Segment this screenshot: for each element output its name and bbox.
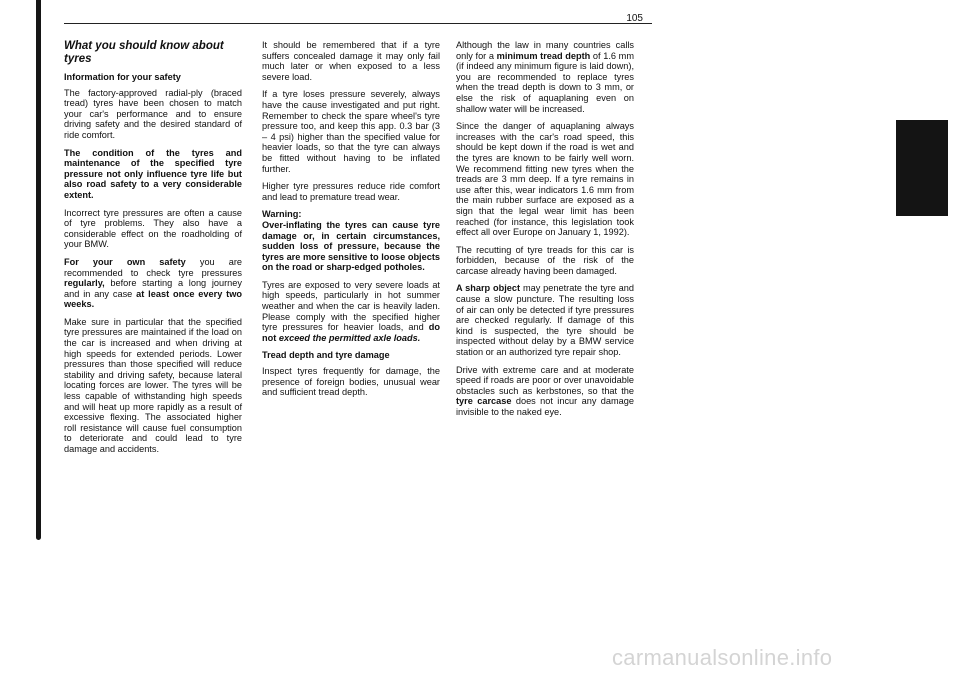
- footer-watermark: carmanualsonline.info: [612, 645, 833, 670]
- paragraph-concealed-damage: It should be remembered that if a tyre suffers concealed damage it may only fail much later or when exposed to a less severe load.: [262, 40, 440, 82]
- paragraph-aquaplaning: Since the danger of aquaplaning always increases with the car's road speed, this should be kept down if the road is wet and the tyres are known to be fairly well worn. We recommend fitting new tyres when the treads are 3 mm deep. If a tyre remains in use after this, wear indicators 1.6 mm from the main rubber surface are exposed as a sign that the legal wear limit has been reached (for instance, this legislation took effect all over Europe on January 1, 1992).: [456, 121, 634, 238]
- paragraph-min-tread-depth: Although the law in many countries calls only for a minimum tread depth of 1.6 mm (if indeed any minimum figure is laid down), you are recommended to replace tyres when the tread depth is down to 3 mm, or else the risk of aquaplaning even on shallow water will be increased.: [456, 40, 634, 114]
- paragraph-load-speed: Make sure in particular that the specified tyre pressures are maintained if the load on the car is increased and when driving at high speeds for extended periods. Lower pressures than those specified will reduce stability and driving safety, because lateral locating forces are lower. The tyres will be less capable of withstanding high speeds and will heat up more rapidly as a result of excessive flexing. The associated higher roll resistance will cause fuel consumption to deteriorate and could lead to tyre damage and accidents.: [64, 316, 242, 454]
- column-1: [64, 40, 242, 462]
- paragraph-inspect-tyres: Inspect tyres frequently for damage, the presence of foreign bodies, unusual wear and sufficient tread depth.: [262, 366, 440, 398]
- paragraph-own-safety: For your own safety you are recommended to check tyre pressures regularly, before starting a long journey and in any case at least once every two weeks.: [64, 256, 242, 310]
- warning-text: Over-inflating the tyres can cause tyre damage or, in certain circumstances, sudden loss of pressure, because the tyres are more sensitive to loose objects on the road or sharp-edged potholes.: [262, 219, 440, 273]
- paragraph-high-speed-loads: Tyres are exposed to very severe loads at high speeds, particularly in hot summer weather and when the car is heavily laden. Please comply with the specified higher tyre pressures for heavier loads, and do not exceed the permitted axle loads.: [262, 279, 440, 343]
- paragraph-drive-with-care: Drive with extreme care and at moderate speed if roads are poor or over unavoidable obstacles such as kerbstones, so that the tyre carcase does not incur any damage invisible to the naked eye.: [456, 364, 634, 417]
- paragraph-incorrect-pressure: Incorrect tyre pressures are often a cause of tyre problems. They also have a considerable effect on the roadholding of your BMW.: [64, 207, 242, 250]
- paragraph-higher-pressure: Higher tyre pressures reduce ride comfort and lead to premature tread wear.: [262, 181, 440, 202]
- column-2: [262, 40, 440, 405]
- warning-label: Warning:: [262, 209, 302, 220]
- paragraph-recutting: The recutting of tyre treads for this car is forbidden, because of the risk of the carcase already having been damaged.: [456, 244, 634, 276]
- header-rule: [64, 23, 652, 24]
- page-number: 105: [626, 13, 643, 24]
- paragraph-radial-tyres: The factory-approved radial-ply (braced tread) tyres have been chosen to match your car's performance and to ensure driving safety and the desired standard of ride comfort.: [64, 87, 242, 140]
- subheading-safety: Information for your safety: [64, 72, 181, 82]
- paragraph-pressure-loss: If a tyre loses pressure severely, always have the cause investigated and put right. Remember to check the spare wheel's tyre pressure too, and keep this app. 0.3 bar (3 – 4 psi) higher than the specified value for heavier loads, so that the tyre can always be fitted without having to be inflated further.: [262, 89, 440, 174]
- scan-edge-bar: [36, 0, 41, 540]
- paragraph-condition-bold: The condition of the tyres and maintenance of the specified tyre pressure not only influence tyre life but also road safety to a very considerable extent.: [64, 147, 242, 200]
- section-thumb-tab: [896, 120, 948, 216]
- subheading-tread-depth: Tread depth and tyre damage: [262, 350, 390, 361]
- paragraph-sharp-object: A sharp object may penetrate the tyre and cause a slow puncture. The resulting loss of air can only be detected if tyre pressures are checked regularly. If damage of this kind is suspected, the tyre should be inspected without delay by a BMW service station or an authorized tyre repair shop.: [456, 283, 634, 358]
- column-3: [456, 40, 634, 425]
- section-heading: What you should know about tyres: [64, 40, 224, 65]
- warning-block: [262, 209, 440, 273]
